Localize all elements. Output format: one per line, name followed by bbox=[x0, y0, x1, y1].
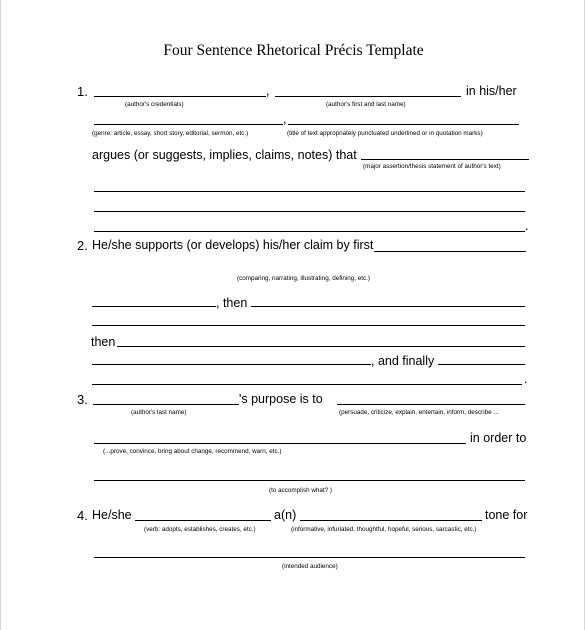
last-name-blank[interactable] bbox=[93, 404, 239, 405]
sentence-4-number: 4. bbox=[77, 508, 88, 523]
he-she-text: He/she bbox=[92, 508, 132, 522]
credentials-blank[interactable] bbox=[94, 96, 266, 97]
sentence-2-number: 2. bbox=[77, 238, 88, 253]
credentials-hint: (author's credentials) bbox=[125, 101, 184, 108]
argues-text: argues (or suggests, implies, claims, notes) that bbox=[92, 148, 357, 162]
accomplish-hint: (to accomplish what? ) bbox=[269, 487, 332, 494]
verb-hint: (verb: adopts, establishes, creates, etc.) bbox=[144, 526, 256, 533]
answer-line[interactable] bbox=[94, 191, 525, 192]
period-text: . bbox=[525, 219, 529, 233]
purpose-verb-blank[interactable] bbox=[337, 404, 525, 405]
author-name-blank[interactable] bbox=[275, 96, 461, 97]
tone-hint: (informative, infuriated, thoughtful, hopeful, serious, sarcastic, etc.) bbox=[291, 526, 477, 533]
answer-line[interactable] bbox=[92, 384, 522, 385]
purpose-text: 's purpose is to bbox=[239, 392, 323, 406]
title-hint: (title of text appropriately punctuated underlined or in quotation marks) bbox=[287, 130, 483, 137]
audience-blank[interactable] bbox=[94, 557, 525, 558]
purpose-blank[interactable] bbox=[94, 443, 466, 444]
a-n-text: a(n) bbox=[274, 508, 297, 522]
page-title: Four Sentence Rhetorical Précis Template bbox=[163, 42, 424, 59]
in-order-to-text: in order to bbox=[470, 431, 527, 445]
finally-blank[interactable] bbox=[438, 364, 525, 365]
tone-for-text: tone for bbox=[485, 508, 528, 522]
method-blank[interactable] bbox=[374, 251, 526, 252]
then-blank-2[interactable] bbox=[117, 346, 525, 347]
author-name-hint: (author's first and last name) bbox=[326, 101, 406, 108]
then-text: , then bbox=[216, 296, 248, 310]
purpose-verbs-hint: (persuade, criticize, explain, entertain, inform, describe ... bbox=[339, 409, 499, 416]
in-his-her-text: in his/her bbox=[466, 84, 517, 98]
answer-line[interactable] bbox=[94, 211, 525, 212]
assertion-blank[interactable] bbox=[361, 159, 529, 160]
assertion-hint: (major assertion/thesis statement of author's text) bbox=[363, 163, 501, 170]
genre-blank[interactable] bbox=[94, 124, 283, 125]
comma-text: , bbox=[266, 84, 270, 98]
and-finally-text: , and finally bbox=[371, 354, 435, 368]
sentence-1-number: 1. bbox=[77, 84, 88, 99]
comma-text-2: , bbox=[283, 112, 287, 126]
answer-line[interactable] bbox=[92, 364, 371, 365]
verb-blank[interactable] bbox=[135, 520, 271, 521]
accomplish-blank[interactable] bbox=[94, 480, 525, 481]
answer-line[interactable] bbox=[92, 325, 525, 326]
tone-blank[interactable] bbox=[300, 520, 482, 521]
then-blank[interactable] bbox=[251, 306, 525, 307]
text-title-blank[interactable] bbox=[288, 124, 519, 125]
audience-hint: (intended audience) bbox=[282, 563, 338, 570]
genre-hint: (genre: article, essay, short story, editorial, sermon, etc.) bbox=[92, 130, 249, 137]
period-text-2: . bbox=[524, 372, 528, 386]
last-name-hint: (author's last name) bbox=[131, 409, 187, 416]
sentence-3-number: 3. bbox=[77, 392, 88, 407]
first-method-blank[interactable] bbox=[92, 306, 216, 307]
prove-hint: (...prove, convince, bring about change, recommend, warn, etc.) bbox=[103, 448, 282, 455]
answer-line[interactable] bbox=[94, 231, 525, 232]
methods-hint: (comparing, narrating, illustrating, defining, etc.) bbox=[237, 275, 370, 282]
supports-text: He/she supports (or develops) his/her claim by first bbox=[92, 238, 374, 252]
then-text-2: then bbox=[91, 335, 116, 349]
